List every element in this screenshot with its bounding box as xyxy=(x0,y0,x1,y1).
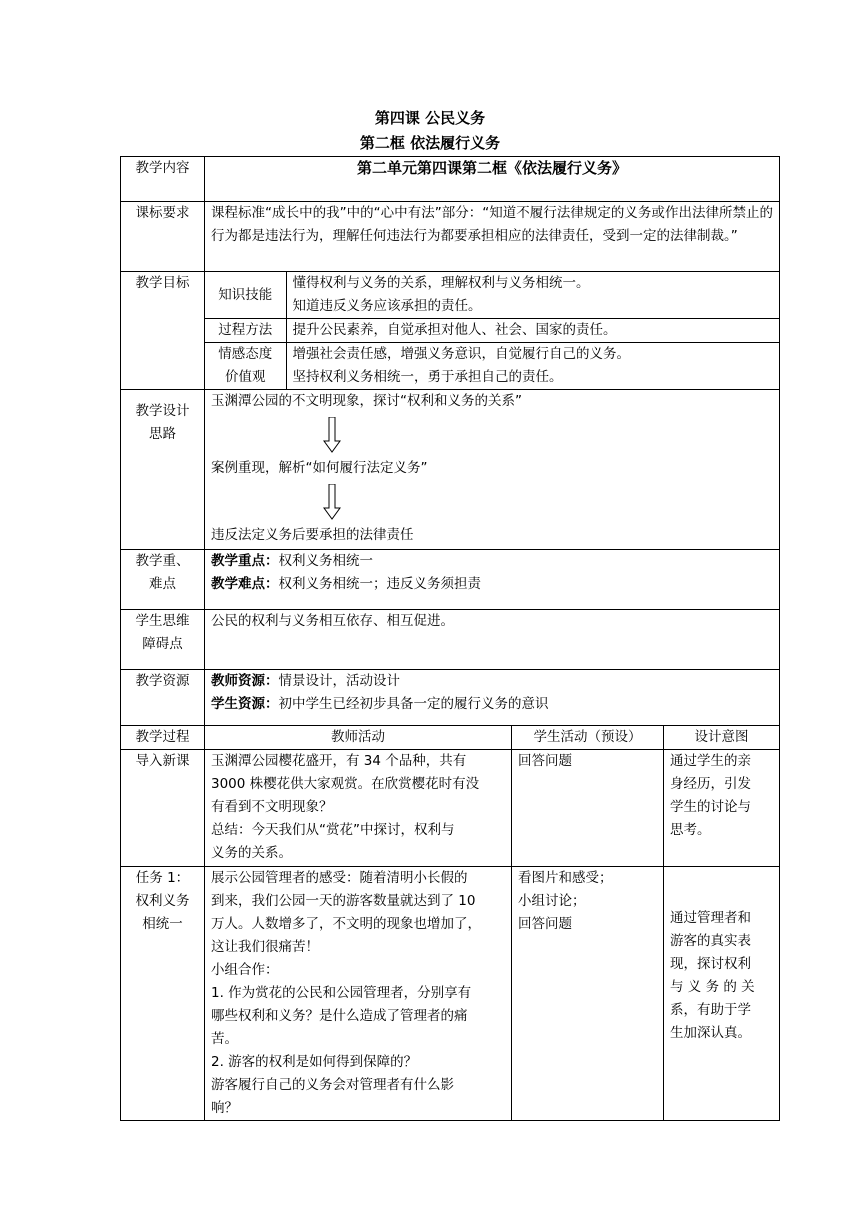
text-line: 通过学生的亲 xyxy=(670,753,751,769)
text-line: 思考。 xyxy=(670,822,711,838)
text-line: 现，探讨权利 xyxy=(670,956,751,972)
row-intro xyxy=(121,750,780,867)
text-line: 小组合作： xyxy=(211,962,279,978)
row-standard xyxy=(121,202,780,272)
text-line: 到来，我们公园一天的游客数量就达到了 10 xyxy=(211,893,476,909)
goal-line: 懂得权利与义务的关系，理解权利与义务相统一。 xyxy=(292,275,590,291)
resources-value xyxy=(205,670,780,726)
row-task1 xyxy=(121,867,780,1121)
key-point xyxy=(211,550,773,573)
text-line: 学生的讨论与 xyxy=(670,799,751,815)
row-content xyxy=(121,157,780,202)
down-arrow-icon xyxy=(323,484,341,520)
label-goals: 教学目标 xyxy=(121,272,205,390)
hard-point xyxy=(211,573,773,596)
goals-cell xyxy=(205,272,780,390)
lesson-subtitle: 第二框 依法履行义务 xyxy=(359,134,501,152)
text-line: 总结：今天我们从“赏花”中探讨，权利与 xyxy=(211,822,455,838)
label-line: 相统一 xyxy=(142,916,183,932)
text-line: 系，有助于学 xyxy=(670,1002,751,1018)
lesson-plan-table xyxy=(120,156,780,1121)
goal-process-label: 过程方法 xyxy=(205,319,286,343)
text-line: 展示公园管理者的感受：随着清明小长假的 xyxy=(211,870,468,886)
label-line: 任务 1： xyxy=(135,870,190,886)
text-line: 看图片和感受； xyxy=(518,870,613,886)
text-line: 万人。人数增多了，不文明的现象也增加了， xyxy=(211,916,481,932)
lesson-title: 第四课 公民义务 xyxy=(374,109,486,127)
key-point-text: 权利义务相统一 xyxy=(278,553,373,569)
text-line: 义务的关系。 xyxy=(211,845,292,861)
header-teacher: 教师活动 xyxy=(205,726,512,750)
goal-process xyxy=(205,319,779,343)
text-line: 游客履行自己的义务会对管理者有什么影 xyxy=(211,1077,454,1093)
text-line: 苦。 xyxy=(211,1031,238,1047)
text-line: 3000 株樱花供大家观赏。在欣赏樱花时有没 xyxy=(211,776,480,792)
text-line: 与 义 务 的 关 xyxy=(670,979,755,995)
text-line: 哪些权利和义务？是什么造成了管理者的痛 xyxy=(211,1008,468,1024)
intro-teacher xyxy=(205,750,512,867)
process-header-row xyxy=(121,726,780,750)
goal-line: 提升公民素养，自觉承担对他人、社会、国家的责任。 xyxy=(292,322,617,338)
text-line: 有看到不文明现象？ xyxy=(211,799,333,815)
design-step-2: 案例重现，解析“如何履行法定义务” xyxy=(211,460,428,476)
header-student: 学生活动（预设） xyxy=(512,726,664,750)
key-point-label: 教学重点： xyxy=(211,553,279,569)
task1-intent xyxy=(664,867,780,1121)
header-intent: 设计意图 xyxy=(664,726,780,750)
row-focus xyxy=(121,550,780,610)
goal-emotion xyxy=(205,343,779,390)
row-goals xyxy=(121,272,780,390)
hard-point-label: 教学难点： xyxy=(211,576,279,592)
text-line: 游客的真实表 xyxy=(670,933,751,949)
goal-emotion-text xyxy=(286,343,779,390)
student-resource-label: 学生资源： xyxy=(211,696,279,712)
goal-line: 坚持权利义务相统一，勇于承担自己的责任。 xyxy=(292,369,563,385)
label-line: 障碍点 xyxy=(142,636,183,652)
text-line: 响？ xyxy=(211,1100,238,1116)
teacher-resource-text: 情景设计，活动设计 xyxy=(278,673,400,689)
down-arrow-icon xyxy=(323,417,341,453)
row-design xyxy=(121,390,780,550)
task1-student xyxy=(512,867,664,1121)
goal-process-text xyxy=(286,319,779,343)
content-value: 第二单元第四课第二框《依法履行义务》 xyxy=(205,157,780,202)
label-focus xyxy=(121,550,205,610)
label-line: 价值观 xyxy=(225,369,266,385)
text-line: 身经历，引发 xyxy=(670,776,751,792)
label-content: 教学内容 xyxy=(121,157,205,202)
obstacle-value: 公民的权利与义务相互依存、相互促进。 xyxy=(205,610,780,670)
label-line: 情感态度 xyxy=(218,346,273,362)
student-resource xyxy=(211,693,773,716)
design-flow xyxy=(205,390,780,550)
standard-value: 课程标准“成长中的我”中的“心中有法”部分：“知道不履行法律规定的义务或作出法律所禁止的行为都是违法行为，理解任何违法行为都要承担相应的法律责任，受到一定的法律制裁。” xyxy=(205,202,780,272)
label-line: 难点 xyxy=(149,576,176,592)
text-line: 这让我们很痛苦！ xyxy=(211,939,319,955)
row-resources xyxy=(121,670,780,726)
label-line: 权利义务 xyxy=(135,893,190,909)
design-step-1: 玉渊潭公园的不文明现象，探讨“权利和义务的关系” xyxy=(211,393,522,409)
intro-student: 回答问题 xyxy=(512,750,664,867)
row-obstacle xyxy=(121,610,780,670)
design-step-3: 违反法定义务后要承担的法律责任 xyxy=(211,527,414,543)
label-line: 教学重、 xyxy=(135,553,190,569)
teacher-resource-label: 教师资源： xyxy=(211,673,279,689)
intro-intent xyxy=(664,750,780,867)
label-line: 思路 xyxy=(149,426,176,442)
student-resource-text: 初中学生已经初步具备一定的履行义务的意识 xyxy=(278,696,549,712)
intro-stage: 导入新课 xyxy=(121,750,205,867)
goal-line: 增强社会责任感，增强义务意识，自觉履行自己的义务。 xyxy=(292,346,630,362)
text-line: 通过管理者和 xyxy=(670,910,751,926)
label-line: 教学设计 xyxy=(135,403,190,419)
goals-table xyxy=(205,272,779,389)
header-stage: 教学过程 xyxy=(121,726,205,750)
label-line: 学生思维 xyxy=(135,613,190,629)
label-design xyxy=(121,390,205,550)
text-line: 回答问题 xyxy=(518,916,572,932)
text-line: 玉渊潭公园樱花盛开，有 34 个品种，共有 xyxy=(211,753,467,769)
goal-knowledge-label: 知识技能 xyxy=(205,272,286,319)
text-line: 2. 游客的权利是如何得到保障的？ xyxy=(211,1054,418,1070)
text-line: 1. 作为赏花的公民和公园管理者，分别享有 xyxy=(211,985,472,1001)
goal-emotion-label xyxy=(205,343,286,390)
teacher-resource xyxy=(211,670,773,693)
text-line: 小组讨论； xyxy=(518,893,586,909)
label-obstacle xyxy=(121,610,205,670)
goal-line: 知道违反义务应该承担的责任。 xyxy=(292,298,482,314)
task1-teacher xyxy=(205,867,512,1121)
label-standard: 课标要求 xyxy=(121,202,205,272)
goal-knowledge xyxy=(205,272,779,319)
goal-knowledge-text xyxy=(286,272,779,319)
hard-point-text: 权利义务相统一；违反义务须担责 xyxy=(278,576,481,592)
task1-stage xyxy=(121,867,205,1121)
text-line: 生加深认真。 xyxy=(670,1025,751,1041)
focus-value xyxy=(205,550,780,610)
label-resources: 教学资源 xyxy=(121,670,205,726)
